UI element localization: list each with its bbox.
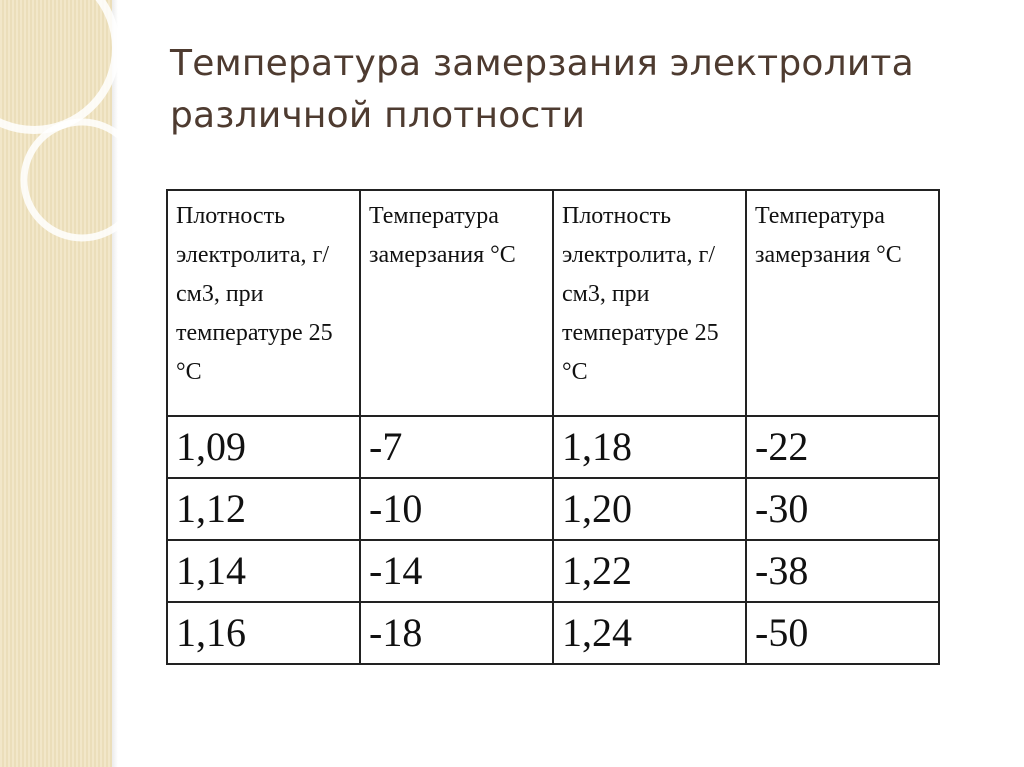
table-header-row (167, 190, 939, 416)
cell-density: 1,24 (553, 602, 746, 664)
cell-freezing-temp: -22 (746, 416, 939, 478)
cell-freezing-temp: -30 (746, 478, 939, 540)
header-density-1: Плотность электролита, г/см3, при температуре 25 °С (167, 190, 360, 416)
cell-density: 1,12 (167, 478, 360, 540)
cell-density: 1,14 (167, 540, 360, 602)
header-freezing-temp-1: Температура замерзания °С (360, 190, 553, 416)
cell-freezing-temp: -50 (746, 602, 939, 664)
cell-freezing-temp: -14 (360, 540, 553, 602)
cell-density: 1,09 (167, 416, 360, 478)
freezing-temperature-table (166, 189, 940, 665)
cell-density: 1,16 (167, 602, 360, 664)
table-row (167, 602, 939, 664)
slide-title-line-2: различной плотности (170, 95, 586, 136)
cell-density: 1,22 (553, 540, 746, 602)
decorative-circle-small (24, 122, 140, 238)
header-density-2: Плотность электролита, г/см3, при температуре 25 °С (553, 190, 746, 416)
table-row (167, 416, 939, 478)
table-row (167, 478, 939, 540)
cell-freezing-temp: -18 (360, 602, 553, 664)
slide-title (170, 38, 970, 142)
cell-freezing-temp: -38 (746, 540, 939, 602)
cell-density: 1,20 (553, 478, 746, 540)
header-freezing-temp-2: Температура замерзания °С (746, 190, 939, 416)
cell-freezing-temp: -10 (360, 478, 553, 540)
table-row (167, 540, 939, 602)
cell-density: 1,18 (553, 416, 746, 478)
slide-title-line-1: Температура замерзания электролита (170, 43, 914, 84)
decorative-circle-large (0, 0, 116, 130)
cell-freezing-temp: -7 (360, 416, 553, 478)
decorative-circles (0, 0, 140, 280)
